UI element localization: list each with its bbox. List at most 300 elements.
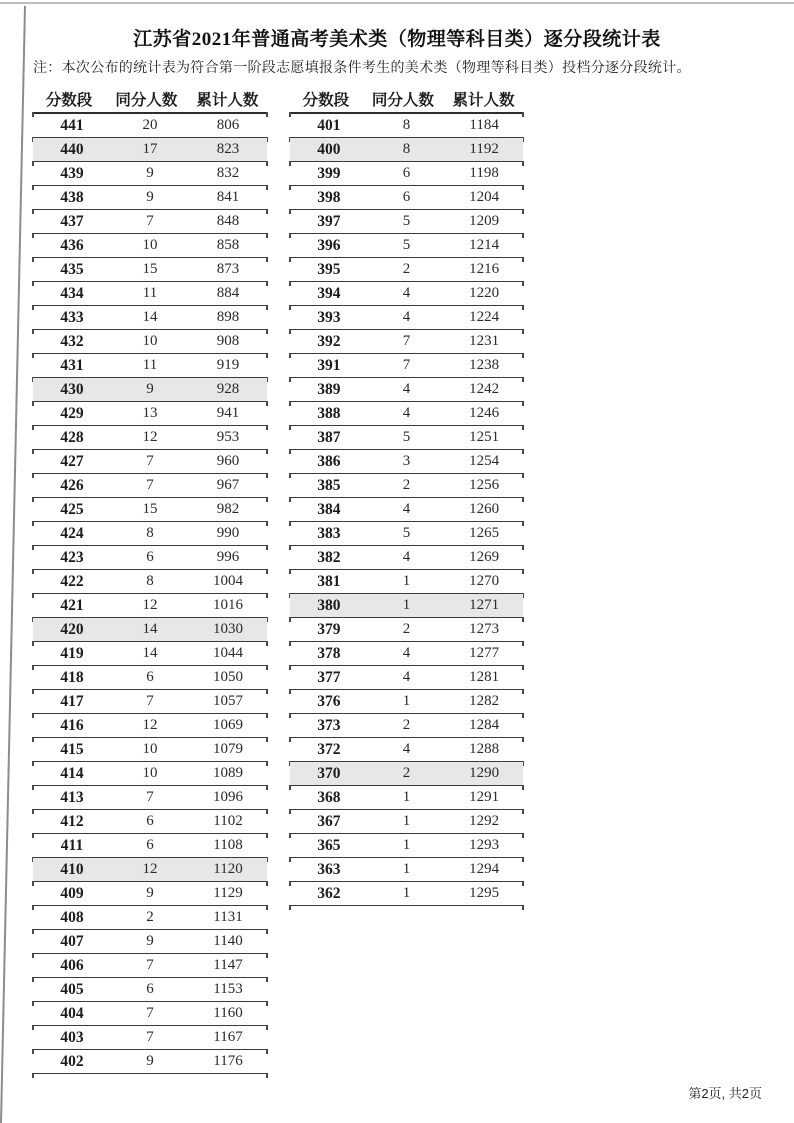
count-cell: 1 [402, 885, 411, 901]
count-cell: 6 [146, 981, 154, 997]
count-cell: 6 [146, 669, 154, 685]
score-cell: 429 [60, 404, 84, 422]
column-header-cumulative: 累计人数 [452, 92, 515, 109]
table-row [33, 378, 267, 402]
score-cell: 367 [317, 812, 341, 830]
count-cell: 7 [146, 213, 154, 229]
score-cell: 373 [317, 716, 341, 734]
cumulative-cell: 1288 [469, 741, 500, 757]
cumulative-cell: 1102 [213, 813, 243, 829]
cumulative-cell: 1069 [213, 717, 243, 733]
count-cell: 4 [402, 741, 411, 757]
cumulative-cell: 1004 [213, 573, 243, 589]
score-cell: 432 [60, 332, 84, 350]
score-cell: 438 [60, 188, 84, 206]
cumulative-cell: 1079 [213, 741, 243, 757]
table-row [33, 186, 267, 210]
cumulative-cell: 1160 [213, 1005, 243, 1021]
score-cell: 403 [60, 1028, 84, 1046]
table-header [290, 86, 523, 114]
count-cell: 10 [142, 333, 158, 349]
cumulative-cell: 982 [216, 501, 240, 517]
table-body-left [33, 114, 267, 1074]
cumulative-cell: 848 [216, 213, 240, 229]
score-cell: 400 [317, 140, 341, 158]
count-cell: 7 [402, 357, 411, 373]
column-header-cumulative: 累计人数 [196, 92, 259, 109]
cumulative-cell: 1192 [469, 141, 499, 157]
table-row [33, 570, 267, 594]
score-cell: 391 [317, 356, 341, 374]
cumulative-cell: 1246 [469, 405, 500, 421]
table-row [290, 690, 523, 714]
score-cell: 398 [317, 188, 341, 206]
cumulative-cell: 832 [216, 165, 240, 181]
cumulative-cell: 1291 [469, 789, 500, 805]
table-row [33, 1026, 267, 1050]
table-row [33, 954, 267, 978]
count-cell: 5 [402, 525, 411, 541]
score-cell: 388 [317, 404, 341, 422]
count-cell: 7 [146, 693, 154, 709]
score-cell: 439 [60, 164, 84, 182]
table-row [290, 594, 523, 618]
table-row [33, 330, 267, 354]
score-cell: 437 [60, 212, 84, 230]
cumulative-cell: 1281 [469, 669, 500, 685]
count-cell: 1 [402, 837, 411, 853]
count-cell: 2 [402, 621, 411, 637]
table-row [290, 162, 523, 186]
table-row [290, 354, 523, 378]
score-cell: 421 [60, 596, 84, 614]
cumulative-cell: 1131 [213, 909, 243, 925]
count-cell: 7 [146, 1029, 154, 1045]
count-cell: 2 [402, 477, 411, 493]
count-cell: 10 [142, 765, 158, 781]
score-cell: 424 [60, 524, 84, 542]
cumulative-cell: 1260 [469, 501, 500, 517]
cumulative-cell: 1220 [469, 285, 500, 301]
count-cell: 6 [402, 165, 411, 181]
table-row [290, 666, 523, 690]
table-row [33, 762, 267, 786]
table-row [290, 306, 523, 330]
count-cell: 5 [402, 429, 411, 445]
table-row [33, 138, 267, 162]
table-row [290, 618, 523, 642]
count-cell: 4 [402, 405, 411, 421]
table-row [33, 162, 267, 186]
score-cell: 422 [60, 572, 84, 590]
count-cell: 1 [402, 573, 411, 589]
count-cell: 7 [402, 333, 411, 349]
count-cell: 9 [146, 381, 154, 397]
count-cell: 8 [146, 573, 154, 589]
cumulative-cell: 884 [216, 285, 240, 301]
count-cell: 7 [146, 453, 154, 469]
note-text: 注：本次公布的统计表为符合第一阶段志愿填报条件考生的美术类（物理等科目类）投档分逐分段统计。 [33, 61, 691, 76]
column-header-score: 分数段 [45, 92, 93, 109]
score-cell: 394 [317, 284, 341, 302]
table-row [33, 858, 267, 882]
table-row [33, 402, 267, 426]
count-cell: 11 [142, 285, 158, 301]
score-cell: 376 [317, 692, 341, 710]
count-cell: 10 [142, 741, 158, 757]
cumulative-cell: 1153 [213, 981, 243, 997]
score-cell: 404 [60, 1004, 84, 1022]
table-row [33, 546, 267, 570]
table-row [290, 282, 523, 306]
table-row [33, 210, 267, 234]
score-cell: 381 [317, 572, 341, 590]
score-cell: 372 [317, 740, 341, 758]
cumulative-cell: 1167 [213, 1029, 243, 1045]
count-cell: 20 [142, 117, 158, 133]
cumulative-cell: 1016 [213, 597, 243, 613]
cumulative-cell: 1184 [469, 117, 499, 133]
cumulative-cell: 919 [216, 357, 240, 373]
cumulative-cell: 1290 [469, 765, 500, 781]
cumulative-cell: 1265 [469, 525, 500, 541]
score-cell: 426 [60, 476, 84, 494]
cumulative-cell: 1231 [469, 333, 500, 349]
count-cell: 9 [146, 165, 154, 181]
count-cell: 1 [402, 597, 411, 613]
score-cell: 436 [60, 236, 84, 254]
cumulative-cell: 1129 [213, 885, 243, 901]
count-cell: 6 [146, 837, 154, 853]
table-row [290, 546, 523, 570]
count-cell: 7 [146, 1005, 154, 1021]
cumulative-cell: 1270 [469, 573, 500, 589]
cumulative-cell: 898 [216, 309, 240, 325]
table-row [290, 210, 523, 234]
cumulative-cell: 1120 [213, 861, 243, 877]
cumulative-cell: 823 [216, 141, 240, 157]
count-cell: 2 [146, 909, 154, 925]
table-row [290, 474, 523, 498]
cumulative-cell: 1204 [469, 189, 500, 205]
cumulative-cell: 1089 [213, 765, 243, 781]
table-row [33, 810, 267, 834]
cumulative-cell: 928 [216, 381, 240, 397]
score-cell: 396 [317, 236, 341, 254]
count-cell: 4 [402, 549, 411, 565]
score-table-right [290, 86, 523, 906]
count-cell: 11 [142, 357, 158, 373]
count-cell: 6 [146, 549, 154, 565]
table-row [290, 378, 523, 402]
table-row [33, 906, 267, 930]
column-header-score: 分数段 [302, 92, 350, 109]
score-cell: 399 [317, 164, 341, 182]
table-row [33, 690, 267, 714]
score-cell: 420 [60, 620, 84, 638]
cumulative-cell: 1108 [213, 837, 243, 853]
count-cell: 9 [146, 189, 154, 205]
cumulative-cell: 1216 [469, 261, 500, 277]
cumulative-cell: 1294 [469, 861, 500, 877]
table-body-right [290, 114, 523, 906]
cumulative-cell: 1251 [469, 429, 500, 445]
count-cell: 3 [402, 453, 411, 469]
count-cell: 7 [146, 957, 154, 973]
count-cell: 14 [142, 309, 158, 325]
cumulative-cell: 1044 [213, 645, 243, 661]
score-cell: 368 [317, 788, 341, 806]
page-footer: 第2页, 共2页 [688, 1086, 762, 1101]
score-cell: 378 [317, 644, 341, 662]
count-cell: 12 [142, 597, 158, 613]
score-cell: 408 [60, 908, 84, 926]
score-cell: 384 [317, 500, 341, 518]
table-row [290, 882, 523, 906]
score-cell: 413 [60, 788, 84, 806]
table-row [290, 738, 523, 762]
table-row [33, 738, 267, 762]
count-cell: 12 [142, 717, 158, 733]
table-row [290, 522, 523, 546]
table-row [290, 834, 523, 858]
score-cell: 377 [317, 668, 341, 686]
table-row [290, 642, 523, 666]
score-cell: 430 [60, 380, 84, 398]
cumulative-cell: 1050 [213, 669, 243, 685]
count-cell: 1 [402, 693, 411, 709]
table-row [33, 282, 267, 306]
score-cell: 393 [317, 308, 341, 326]
score-cell: 423 [60, 548, 84, 566]
cumulative-cell: 967 [216, 477, 240, 493]
count-cell: 4 [402, 669, 411, 685]
cumulative-cell: 941 [216, 405, 240, 421]
count-cell: 9 [146, 885, 154, 901]
score-cell: 431 [60, 356, 84, 374]
table-row [290, 498, 523, 522]
score-cell: 362 [317, 884, 341, 902]
count-cell: 17 [142, 141, 158, 157]
count-cell: 13 [142, 405, 158, 421]
column-header-count: 同分人数 [115, 92, 178, 109]
table-row [33, 258, 267, 282]
score-cell: 383 [317, 524, 341, 542]
cumulative-cell: 841 [216, 189, 240, 205]
count-cell: 12 [142, 429, 158, 445]
count-cell: 1 [402, 789, 411, 805]
score-cell: 370 [317, 764, 341, 782]
count-cell: 2 [402, 765, 411, 781]
score-table-left [33, 86, 267, 1074]
table-row [33, 786, 267, 810]
cumulative-cell: 858 [216, 237, 240, 253]
score-cell: 440 [60, 140, 84, 158]
score-cell: 434 [60, 284, 84, 302]
table-row [33, 1050, 267, 1074]
score-cell: 401 [317, 116, 341, 134]
table-row [290, 114, 523, 138]
table-row [33, 474, 267, 498]
cumulative-cell: 996 [216, 549, 240, 565]
score-cell: 389 [317, 380, 341, 398]
count-cell: 7 [146, 789, 154, 805]
count-cell: 5 [402, 237, 411, 253]
count-cell: 4 [402, 501, 411, 517]
table-row [33, 882, 267, 906]
table-row [33, 930, 267, 954]
count-cell: 2 [402, 261, 411, 277]
table-row [33, 498, 267, 522]
cumulative-cell: 1198 [469, 165, 499, 181]
score-cell: 387 [317, 428, 341, 446]
table-row [33, 666, 267, 690]
cumulative-cell: 1292 [469, 813, 500, 829]
score-cell: 380 [317, 596, 341, 614]
count-cell: 4 [402, 381, 411, 397]
count-cell: 15 [142, 261, 158, 277]
score-cell: 427 [60, 452, 84, 470]
cumulative-cell: 1273 [469, 621, 500, 637]
count-cell: 1 [402, 861, 411, 877]
cumulative-cell: 990 [216, 525, 240, 541]
score-cell: 411 [60, 836, 84, 854]
table-row [290, 426, 523, 450]
table-row [290, 186, 523, 210]
score-cell: 409 [60, 884, 84, 902]
table-row [33, 522, 267, 546]
score-cell: 405 [60, 980, 84, 998]
score-cell: 363 [317, 860, 341, 878]
cumulative-cell: 1140 [213, 933, 243, 949]
score-cell: 418 [60, 668, 84, 686]
table-row [290, 810, 523, 834]
count-cell: 4 [402, 645, 411, 661]
score-cell: 441 [60, 116, 84, 134]
score-cell: 416 [60, 716, 84, 734]
cumulative-cell: 1254 [469, 453, 500, 469]
table-row [33, 978, 267, 1002]
table-row [33, 834, 267, 858]
score-cell: 407 [60, 932, 84, 950]
cumulative-cell: 1057 [213, 693, 243, 709]
count-cell: 8 [402, 117, 411, 133]
table-row [33, 234, 267, 258]
table-row [290, 714, 523, 738]
table-row [33, 1002, 267, 1026]
table-row [33, 114, 267, 138]
score-cell: 414 [60, 764, 84, 782]
score-cell: 435 [60, 260, 84, 278]
page-title: 江苏省2021年普通高考美术类（物理等科目类）逐分段统计表 [133, 29, 661, 50]
score-cell: 419 [60, 644, 84, 662]
cumulative-cell: 1293 [469, 837, 500, 853]
table-row [290, 234, 523, 258]
count-cell: 9 [146, 1053, 154, 1069]
cumulative-cell: 1282 [469, 693, 500, 709]
cumulative-cell: 1030 [213, 621, 243, 637]
score-cell: 406 [60, 956, 84, 974]
table-row [33, 306, 267, 330]
table-row [290, 330, 523, 354]
table-row [290, 570, 523, 594]
cumulative-cell: 953 [216, 429, 240, 445]
count-cell: 9 [146, 933, 154, 949]
cumulative-cell: 908 [216, 333, 240, 349]
table-row [290, 258, 523, 282]
score-cell: 428 [60, 428, 84, 446]
column-header-count: 同分人数 [371, 92, 434, 109]
table-row [290, 786, 523, 810]
score-cell: 392 [317, 332, 341, 350]
cumulative-cell: 1147 [213, 957, 243, 973]
count-cell: 14 [142, 621, 158, 637]
cumulative-cell: 1224 [469, 309, 500, 325]
count-cell: 15 [142, 501, 158, 517]
table-row [33, 642, 267, 666]
table-row [33, 594, 267, 618]
cumulative-cell: 1284 [469, 717, 500, 733]
cumulative-cell: 1277 [469, 645, 500, 661]
cumulative-cell: 806 [216, 117, 240, 133]
count-cell: 8 [402, 141, 411, 157]
table-row [33, 450, 267, 474]
score-cell: 397 [317, 212, 341, 230]
table-header [33, 86, 267, 114]
table-row [33, 354, 267, 378]
score-cell: 365 [317, 836, 341, 854]
cumulative-cell: 873 [216, 261, 240, 277]
count-cell: 4 [402, 285, 411, 301]
cumulative-cell: 1242 [469, 381, 500, 397]
cumulative-cell: 1269 [469, 549, 500, 565]
count-cell: 10 [142, 237, 158, 253]
count-cell: 6 [146, 813, 154, 829]
count-cell: 7 [146, 477, 154, 493]
score-cell: 386 [317, 452, 341, 470]
cumulative-cell: 1271 [469, 597, 500, 613]
cumulative-cell: 1238 [469, 357, 500, 373]
score-cell: 410 [60, 860, 84, 878]
table-row [290, 402, 523, 426]
count-cell: 4 [402, 309, 411, 325]
cumulative-cell: 1176 [213, 1053, 243, 1069]
table-row [290, 858, 523, 882]
score-cell: 379 [317, 620, 341, 638]
table-row [33, 426, 267, 450]
score-cell: 385 [317, 476, 341, 494]
count-cell: 1 [402, 813, 411, 829]
score-cell: 433 [60, 308, 84, 326]
count-cell: 14 [142, 645, 158, 661]
cumulative-cell: 1209 [469, 213, 500, 229]
score-cell: 417 [60, 692, 84, 710]
count-cell: 12 [142, 861, 158, 877]
table-row [290, 138, 523, 162]
score-cell: 382 [317, 548, 341, 566]
table-row [33, 618, 267, 642]
score-cell: 395 [317, 260, 341, 278]
cumulative-cell: 960 [216, 453, 240, 469]
count-cell: 8 [146, 525, 154, 541]
cumulative-cell: 1214 [469, 237, 500, 253]
count-cell: 2 [402, 717, 411, 733]
cumulative-cell: 1096 [213, 789, 243, 805]
score-cell: 415 [60, 740, 84, 758]
table-row [33, 714, 267, 738]
count-cell: 5 [402, 213, 411, 229]
count-cell: 6 [402, 189, 411, 205]
